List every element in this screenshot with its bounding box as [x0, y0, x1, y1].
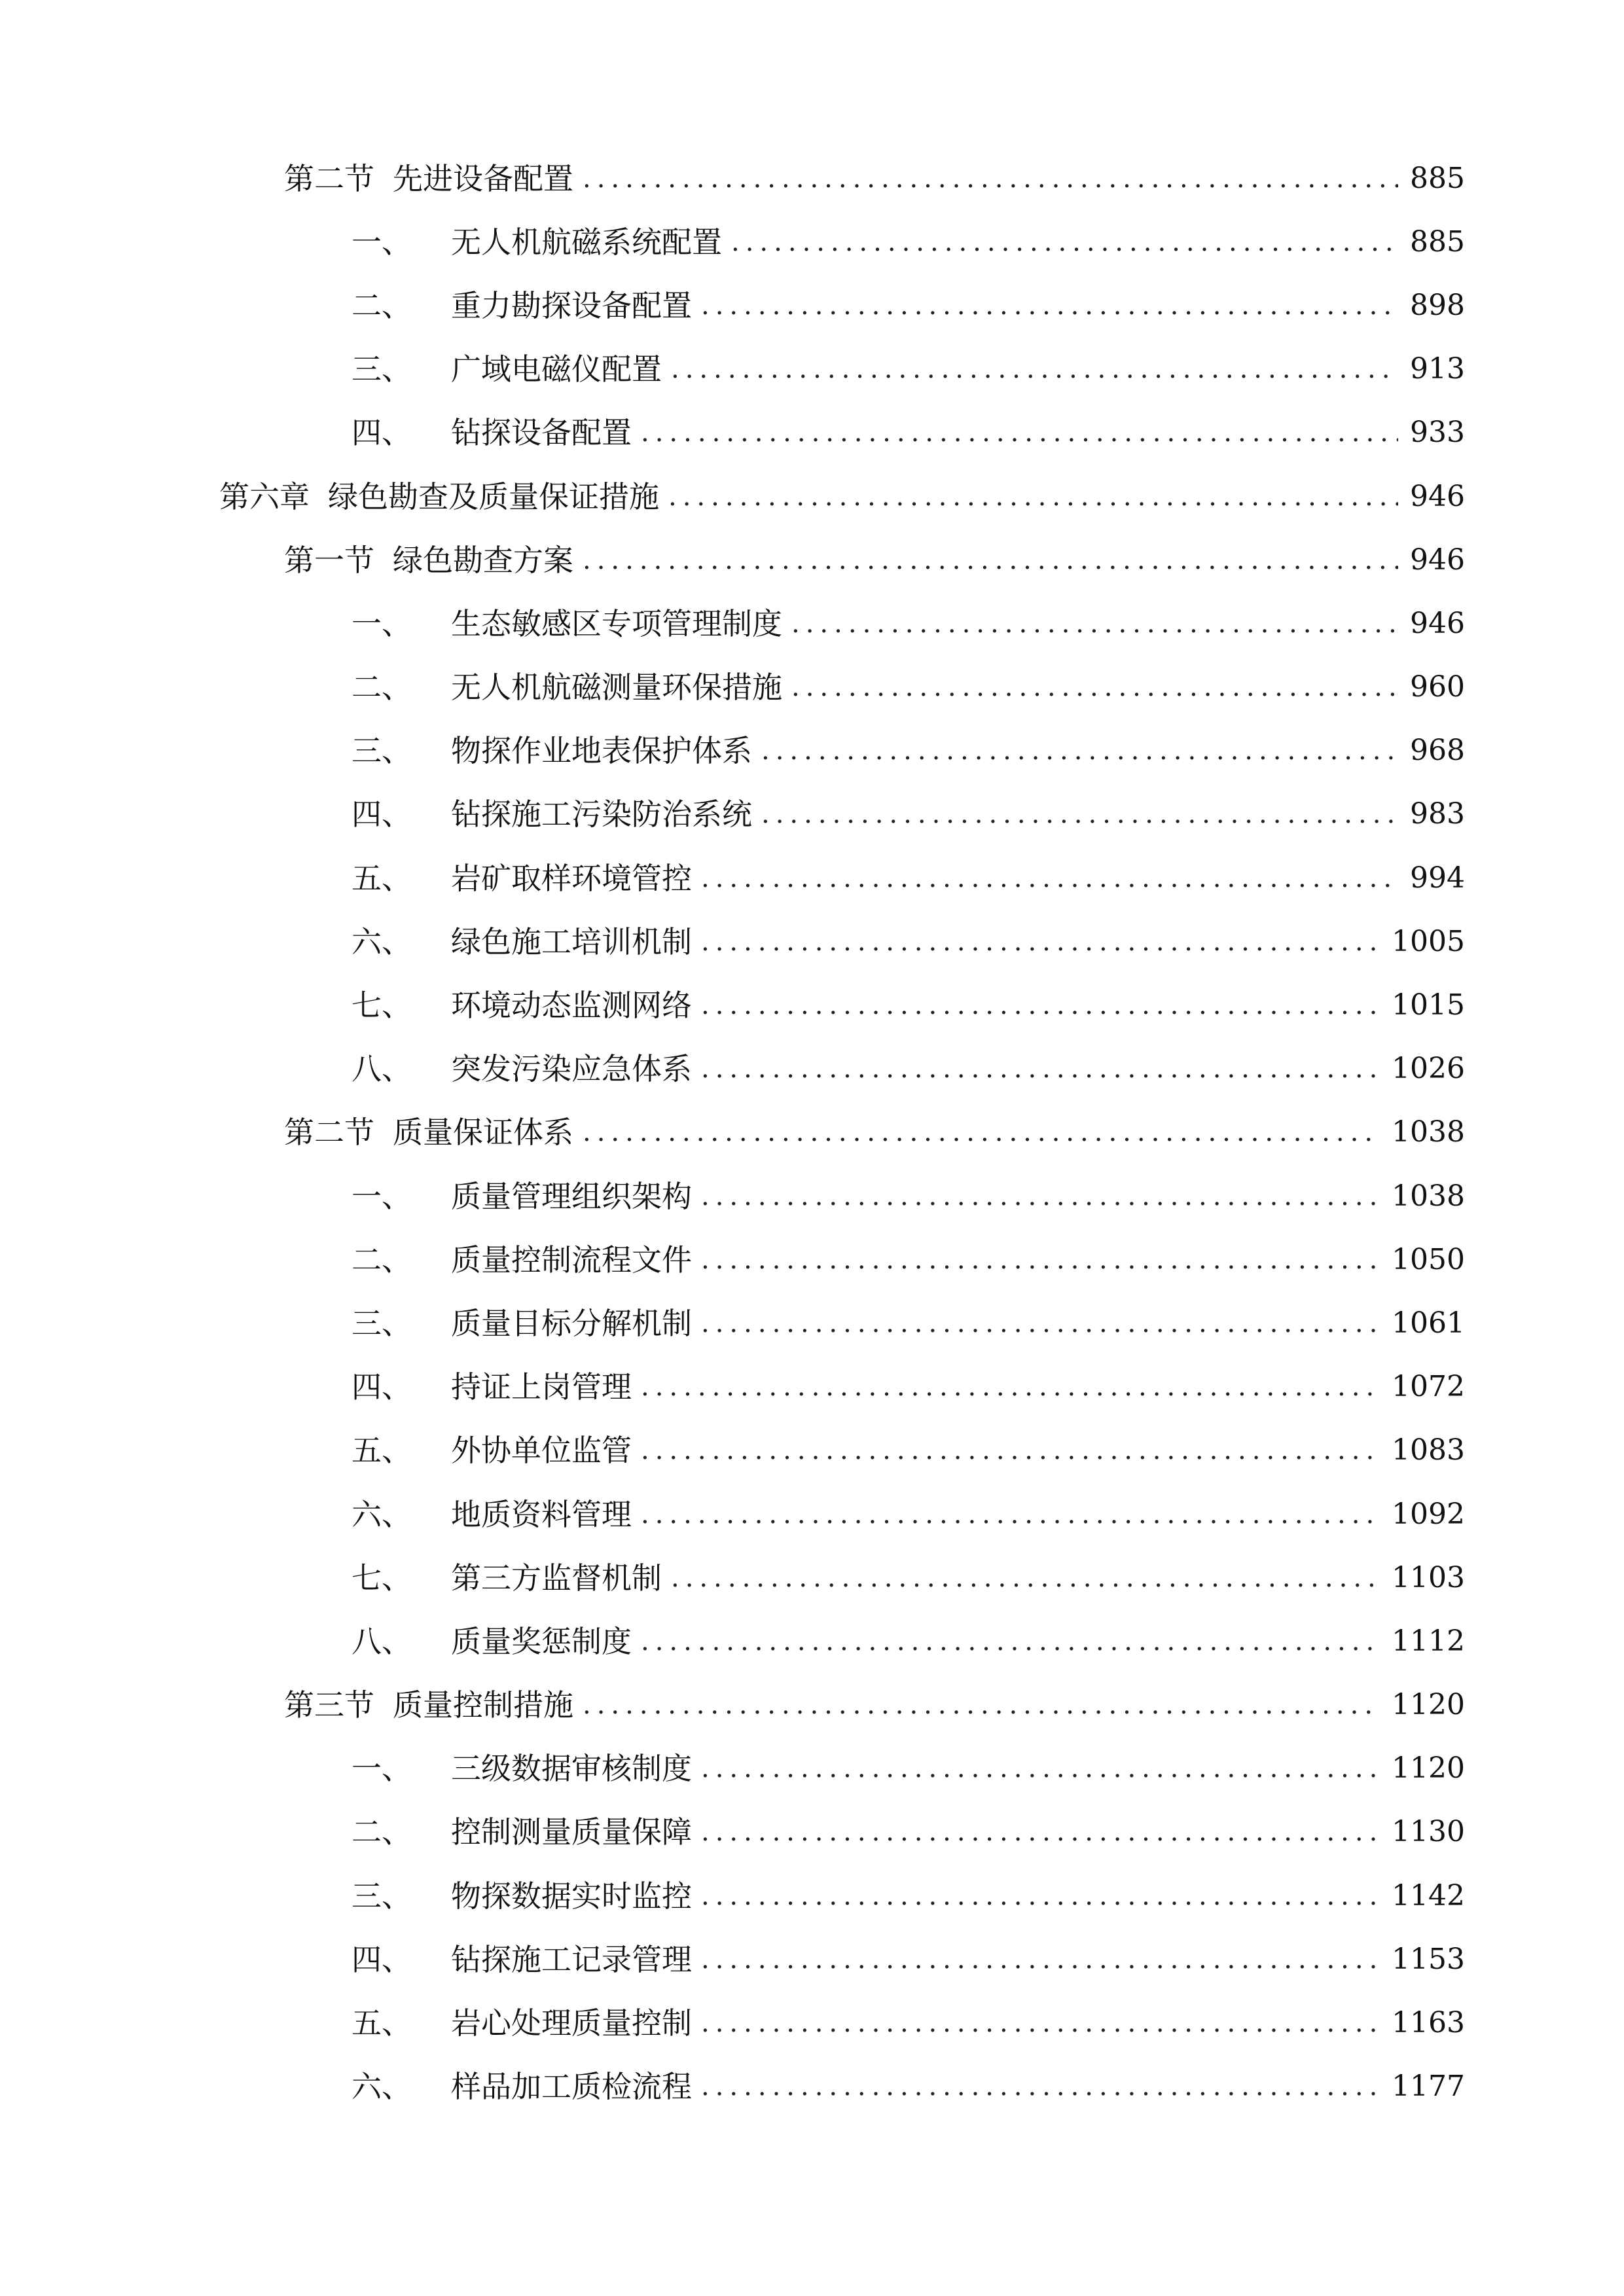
toc-entry-page-number: 946	[1410, 606, 1465, 640]
toc-entry-number: 二、	[352, 287, 412, 323]
toc-entry-item[interactable]	[0, 1419, 1624, 1482]
toc-entry-label	[352, 1814, 692, 1850]
toc-entry-page-number: 885	[1410, 224, 1465, 259]
toc-entry-title: 无人机航磁测量环保措施	[451, 670, 782, 706]
toc-entry-label	[352, 605, 782, 641]
dot-leader	[641, 1437, 1380, 1463]
dot-leader	[701, 865, 1398, 891]
toc-entry-label	[352, 1242, 692, 1278]
toc-entry-section[interactable]	[0, 1101, 1624, 1164]
toc-entry-title: 质量控制流程文件	[451, 1242, 692, 1278]
toc-entry-page-number: 946	[1410, 543, 1465, 577]
toc-entry-number: 一、	[352, 1178, 412, 1214]
toc-entry-page-number: 1120	[1392, 1688, 1465, 1722]
toc-entry-page-number: 885	[1410, 161, 1465, 195]
dot-leader	[701, 1056, 1380, 1082]
table-of-contents	[0, 147, 1624, 2119]
toc-entry-number: 第二节	[284, 1115, 374, 1151]
toc-entry-label	[352, 287, 692, 323]
toc-entry-number: 四、	[352, 797, 412, 833]
toc-entry-title: 岩矿取样环境管控	[451, 860, 692, 896]
toc-entry-page-number: 913	[1410, 352, 1465, 386]
toc-entry-item[interactable]	[0, 719, 1624, 783]
toc-entry-title: 钻探施工污染防治系统	[451, 797, 752, 833]
toc-entry-page-number: 994	[1410, 861, 1465, 895]
dot-leader	[641, 1628, 1380, 1655]
toc-entry-label	[352, 1496, 632, 1532]
toc-entry-title: 突发污染应急体系	[451, 1051, 692, 1087]
dot-leader	[701, 2010, 1380, 2036]
dot-leader	[701, 1819, 1380, 1845]
toc-entry-number: 一、	[352, 1751, 412, 1787]
dot-leader	[671, 1565, 1380, 1591]
toc-entry-number: 四、	[352, 415, 412, 451]
toc-entry-item[interactable]	[0, 338, 1624, 401]
toc-entry-number: 五、	[352, 2005, 412, 2041]
toc-entry-title: 质量保证体系	[393, 1115, 573, 1151]
toc-entry-title: 无人机航磁系统配置	[451, 224, 722, 260]
toc-entry-number: 二、	[352, 1814, 412, 1850]
toc-entry-page-number: 1120	[1392, 1751, 1465, 1785]
toc-entry-title: 物探数据实时监控	[451, 1878, 692, 1914]
toc-entry-page-number: 898	[1410, 288, 1465, 322]
toc-entry-label	[352, 924, 692, 960]
toc-entry-page-number: 1026	[1392, 1052, 1465, 1086]
toc-entry-title: 质量管理组织架构	[451, 1178, 692, 1214]
toc-entry-item[interactable]	[0, 1546, 1624, 1609]
toc-entry-number: 二、	[352, 1242, 412, 1278]
dot-leader	[641, 1374, 1380, 1400]
toc-entry-page-number: 1142	[1392, 1878, 1465, 1912]
toc-entry-number: 四、	[352, 1369, 412, 1405]
toc-entry-page-number: 1130	[1392, 1815, 1465, 1849]
toc-entry-item[interactable]	[0, 846, 1624, 910]
toc-entry-label	[352, 860, 692, 896]
toc-entry-item[interactable]	[0, 1482, 1624, 1546]
toc-entry-label	[352, 670, 782, 706]
dot-leader	[791, 674, 1398, 700]
toc-entry-title: 质量目标分解机制	[451, 1305, 692, 1341]
dot-leader	[701, 2073, 1380, 2100]
toc-entry-item[interactable]	[0, 1228, 1624, 1291]
dot-leader	[701, 1946, 1380, 1973]
toc-entry-page-number: 1103	[1392, 1560, 1465, 1594]
toc-entry-item[interactable]	[0, 2055, 1624, 2119]
dot-leader	[701, 992, 1380, 1018]
toc-entry-title: 生态敏感区专项管理制度	[451, 605, 782, 641]
toc-entry-title: 绿色勘查方案	[393, 542, 573, 578]
toc-entry-label	[352, 1051, 692, 1087]
toc-entry-page-number: 1038	[1392, 1179, 1465, 1213]
dot-leader	[583, 1692, 1380, 1718]
dot-leader	[701, 1310, 1380, 1336]
toc-entry-page-number: 1092	[1392, 1497, 1465, 1531]
toc-entry-number: 八、	[352, 1051, 412, 1087]
toc-entry-page-number: 983	[1410, 797, 1465, 831]
toc-entry-page-number: 1038	[1392, 1115, 1465, 1149]
toc-entry-number: 第二节	[284, 160, 374, 196]
toc-entry-title: 质量控制措施	[393, 1687, 573, 1723]
toc-entry-title: 先进设备配置	[393, 160, 573, 196]
toc-entry-label	[352, 224, 722, 260]
toc-entry-page-number: 960	[1410, 670, 1465, 704]
toc-entry-title: 岩心处理质量控制	[451, 2005, 692, 2041]
toc-entry-title: 物探作业地表保护体系	[451, 733, 752, 769]
toc-entry-item[interactable]	[0, 1037, 1624, 1101]
toc-entry-item[interactable]	[0, 1991, 1624, 2054]
toc-entry-title: 钻探施工记录管理	[451, 1941, 692, 1977]
dot-leader	[791, 611, 1398, 637]
toc-entry-title: 样品加工质检流程	[451, 2069, 692, 2105]
dot-leader	[671, 356, 1398, 382]
toc-entry-page-number: 968	[1410, 734, 1465, 768]
toc-entry-item[interactable]	[0, 1801, 1624, 1864]
toc-entry-label	[352, 797, 752, 833]
toc-entry-page-number: 1072	[1392, 1370, 1465, 1404]
toc-entry-page-number: 1163	[1392, 2006, 1465, 2040]
toc-entry-number: 六、	[352, 2069, 412, 2105]
toc-entry-title: 外协单位监管	[451, 1433, 632, 1469]
toc-entry-item[interactable]	[0, 1164, 1624, 1228]
toc-entry-label	[284, 1687, 573, 1723]
toc-entry-number: 一、	[352, 224, 412, 260]
dot-leader	[641, 1501, 1380, 1528]
toc-entry-label	[352, 351, 662, 387]
toc-entry-item[interactable]	[0, 592, 1624, 655]
toc-entry-label	[352, 988, 692, 1024]
toc-entry-label	[352, 1433, 632, 1469]
toc-entry-page-number: 1083	[1392, 1433, 1465, 1467]
toc-entry-title: 控制测量质量保障	[451, 1814, 692, 1850]
toc-entry-page-number: 1005	[1392, 924, 1465, 958]
toc-entry-item[interactable]	[0, 910, 1624, 973]
toc-entry-label	[352, 733, 752, 769]
toc-entry-number: 第三节	[284, 1687, 374, 1723]
toc-entry-title: 环境动态监测网络	[451, 988, 692, 1024]
toc-entry-title: 第三方监督机制	[451, 1560, 662, 1596]
toc-entry-item[interactable]	[0, 1355, 1624, 1419]
dot-leader	[701, 1247, 1380, 1273]
toc-entry-label	[352, 1560, 662, 1596]
toc-entry-item[interactable]	[0, 1737, 1624, 1801]
dot-leader	[668, 484, 1398, 510]
dot-leader	[731, 229, 1398, 255]
toc-entry-number: 第六章	[219, 478, 310, 514]
toc-entry-number: 二、	[352, 670, 412, 706]
toc-entry-chapter[interactable]	[0, 465, 1624, 528]
toc-entry-label	[284, 542, 573, 578]
toc-entry-title: 绿色勘查及质量保证措施	[328, 478, 659, 514]
toc-entry-section[interactable]	[0, 528, 1624, 592]
toc-entry-number: 六、	[352, 1496, 412, 1532]
toc-entry-number: 五、	[352, 1433, 412, 1469]
toc-entry-page-number: 1050	[1392, 1242, 1465, 1276]
dot-leader	[701, 1183, 1380, 1210]
toc-entry-page-number: 946	[1410, 479, 1465, 513]
toc-entry-item[interactable]	[0, 1609, 1624, 1673]
toc-entry-item[interactable]	[0, 1864, 1624, 1928]
toc-entry-title: 广域电磁仪配置	[451, 351, 662, 387]
toc-entry-page-number: 933	[1410, 416, 1465, 450]
toc-entry-number: 三、	[352, 351, 412, 387]
dot-leader	[701, 1755, 1380, 1782]
toc-entry-label	[284, 1115, 573, 1151]
toc-entry-page-number: 1112	[1392, 1624, 1465, 1658]
dot-leader	[701, 1883, 1380, 1909]
toc-entry-page-number: 1153	[1392, 1942, 1465, 1976]
toc-entry-item[interactable]	[0, 656, 1624, 719]
toc-entry-title: 绿色施工培训机制	[451, 924, 692, 960]
toc-entry-title: 三级数据审核制度	[451, 1751, 692, 1787]
toc-entry-number: 五、	[352, 860, 412, 896]
toc-entry-number: 七、	[352, 1560, 412, 1596]
toc-entry-number: 三、	[352, 733, 412, 769]
toc-entry-label	[352, 1178, 692, 1214]
toc-entry-number: 四、	[352, 1941, 412, 1977]
toc-entry-item[interactable]	[0, 1928, 1624, 1991]
toc-entry-page-number: 1177	[1392, 2070, 1465, 2104]
toc-entry-number: 六、	[352, 924, 412, 960]
dot-leader	[701, 929, 1380, 955]
toc-entry-label	[284, 160, 573, 196]
toc-entry-page-number: 1015	[1392, 988, 1465, 1022]
toc-entry-section[interactable]	[0, 147, 1624, 210]
toc-entry-item[interactable]	[0, 274, 1624, 337]
toc-entry-item[interactable]	[0, 783, 1624, 846]
toc-entry-number: 八、	[352, 1623, 412, 1659]
toc-entry-label	[352, 1751, 692, 1787]
toc-entry-section[interactable]	[0, 1674, 1624, 1737]
toc-entry-label	[352, 1878, 692, 1914]
toc-entry-number: 七、	[352, 988, 412, 1024]
toc-entry-title: 地质资料管理	[451, 1496, 632, 1532]
toc-entry-label	[352, 415, 632, 451]
toc-entry-item[interactable]	[0, 401, 1624, 465]
toc-entry-number: 三、	[352, 1878, 412, 1914]
toc-entry-number: 一、	[352, 605, 412, 641]
toc-entry-item[interactable]	[0, 973, 1624, 1037]
toc-entry-item[interactable]	[0, 210, 1624, 274]
toc-entry-label	[352, 2005, 692, 2041]
toc-entry-label	[352, 2069, 692, 2105]
toc-entry-label	[352, 1305, 692, 1341]
toc-entry-title: 钻探设备配置	[451, 415, 632, 451]
dot-leader	[761, 738, 1398, 764]
dot-leader	[701, 293, 1398, 319]
dot-leader	[583, 166, 1398, 192]
dot-leader	[583, 547, 1398, 573]
toc-entry-title: 持证上岗管理	[451, 1369, 632, 1405]
toc-entry-item[interactable]	[0, 1291, 1624, 1355]
toc-entry-label	[352, 1623, 632, 1659]
toc-entry-title: 重力勘探设备配置	[451, 287, 692, 323]
toc-entry-page-number: 1061	[1392, 1306, 1465, 1340]
toc-entry-number: 第一节	[284, 542, 374, 578]
dot-leader	[761, 801, 1398, 827]
toc-entry-label	[352, 1941, 692, 1977]
dot-leader	[641, 420, 1398, 446]
toc-entry-label	[219, 478, 659, 514]
dot-leader	[583, 1119, 1380, 1145]
toc-entry-title: 质量奖惩制度	[451, 1623, 632, 1659]
toc-entry-label	[352, 1369, 632, 1405]
toc-entry-number: 三、	[352, 1305, 412, 1341]
